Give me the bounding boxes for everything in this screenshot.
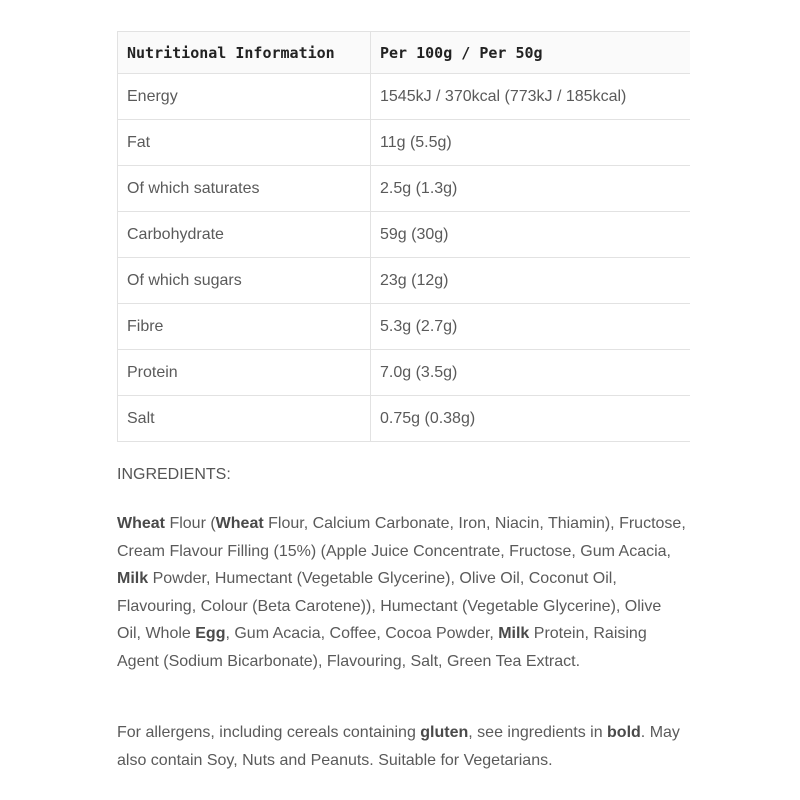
nutrient-label: Carbohydrate	[118, 212, 371, 258]
nutrient-label: Fibre	[118, 304, 371, 350]
nutrition-row-salt	[118, 396, 690, 442]
ingredient-text: Flour (	[165, 515, 216, 532]
ingredient-text: , Gum Acacia, Coffee, Cocoa Powder,	[225, 625, 499, 642]
nutrition-row-energy	[118, 74, 690, 120]
nutrient-value: 0.75g (0.38g)	[371, 396, 690, 442]
nutrient-label: Of which saturates	[118, 166, 371, 212]
nutrition-row-protein	[118, 350, 690, 396]
allergen-bold: gluten	[420, 724, 469, 741]
nutrition-row-sugars	[118, 258, 690, 304]
nutrition-row-fat	[118, 120, 690, 166]
nutrient-value: 11g (5.5g)	[371, 120, 690, 166]
nutrition-row-carbohydrate	[118, 212, 690, 258]
nutrition-row-fibre	[118, 304, 690, 350]
ingredients-text	[117, 510, 689, 675]
nutrient-label: Energy	[118, 74, 371, 120]
allergen-text-part: , see ingredients in	[468, 724, 608, 741]
header-nutritional-information: Nutritional Information	[118, 32, 371, 74]
header-per-100g-per-50g: Per 100g / Per 50g	[371, 32, 690, 74]
nutrition-table-body	[118, 74, 690, 442]
ingredient-text: Powder, Humectant (Vegetable Glycerine), Olive Oil, Coconut Oil, Flavouring, Colour (Beta Carotene)), Humectant (Vegetable Glycerine), Olive Oil, Whole	[117, 570, 662, 642]
nutrient-value: 5.3g (2.7g)	[371, 304, 690, 350]
nutrient-label: Of which sugars	[118, 258, 371, 304]
ingredients-heading: INGREDIENTS:	[117, 466, 231, 483]
nutrient-value: 23g (12g)	[371, 258, 690, 304]
allergen-text-part: . May also contain Soy, Nuts and Peanuts. Suitable for Vegetarians.	[117, 724, 680, 769]
nutrient-label: Protein	[118, 350, 371, 396]
nutrition-table	[117, 31, 690, 442]
ingredient-text: Protein, Raising Agent (Sodium Bicarbonate), Flavouring, Salt, Green Tea Extract.	[117, 625, 647, 670]
nutrition-header-row	[118, 32, 690, 74]
ingredient-bold: Wheat	[215, 515, 264, 532]
nutrient-value: 1545kJ / 370kcal (773kJ / 185kcal)	[371, 74, 690, 120]
allergen-text	[117, 719, 697, 774]
nutrient-value: 2.5g (1.3g)	[371, 166, 690, 212]
ingredient-bold: Egg	[195, 625, 226, 642]
nutrient-label: Fat	[118, 120, 371, 166]
allergen-bold: bold	[607, 724, 641, 741]
nutrition-row-saturates	[118, 166, 690, 212]
nutrient-value: 59g (30g)	[371, 212, 690, 258]
nutrient-value: 7.0g (3.5g)	[371, 350, 690, 396]
allergen-text-part: For allergens, including cereals containing	[117, 724, 421, 741]
ingredient-bold: Wheat	[117, 515, 165, 532]
ingredient-text: Flour, Calcium Carbonate, Iron, Niacin, Thiamin), Fructose, Cream Flavour Filling (15%) (Apple Juice Concentrate, Fructose, Gum Acacia,	[117, 515, 686, 560]
nutrition-table-header	[118, 32, 690, 74]
nutrient-label: Salt	[118, 396, 371, 442]
ingredient-bold: Milk	[498, 625, 530, 642]
ingredient-bold: Milk	[117, 570, 149, 587]
